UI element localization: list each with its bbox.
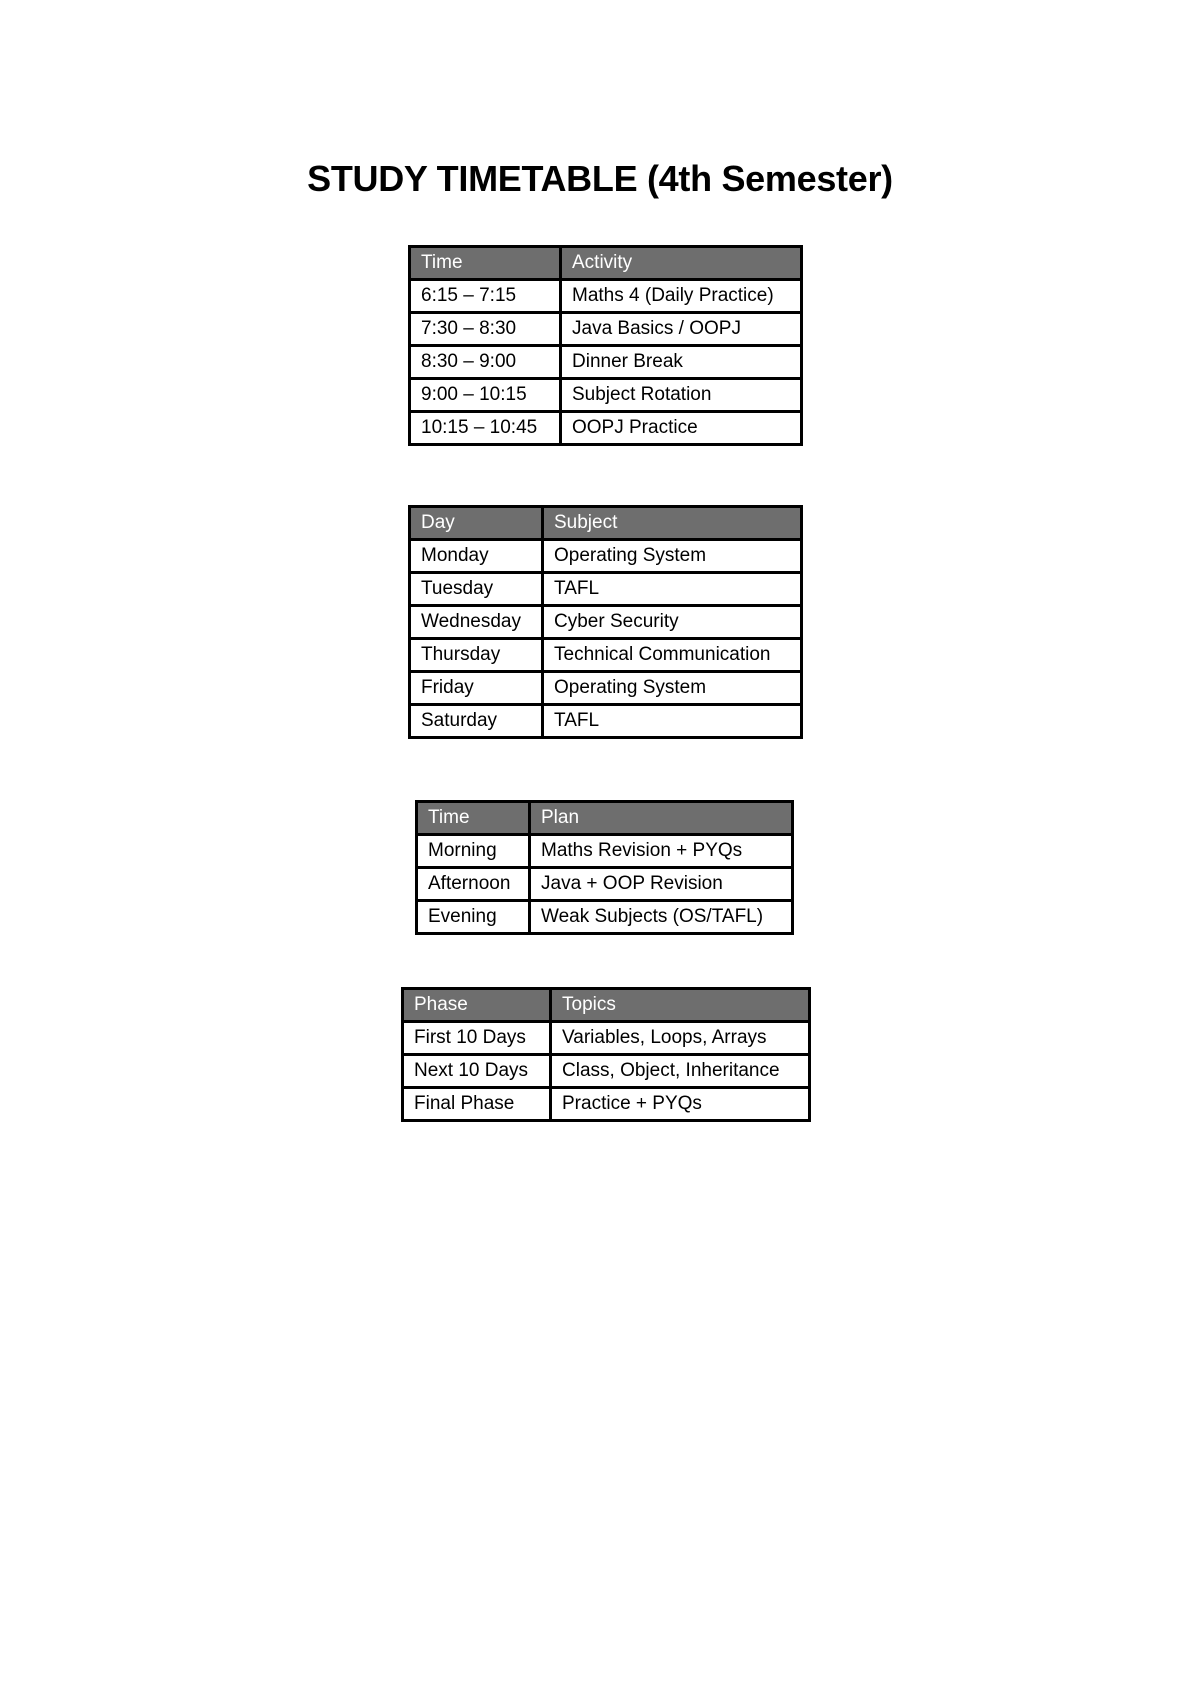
time-cell: 9:00 – 10:15 bbox=[410, 379, 561, 412]
time-cell: Evening bbox=[417, 901, 530, 934]
daily-schedule-table bbox=[408, 245, 803, 446]
weekly-rotation-table bbox=[408, 505, 803, 739]
time-cell: 6:15 – 7:15 bbox=[410, 280, 561, 313]
day-cell: Monday bbox=[410, 540, 543, 573]
java-phases-table bbox=[401, 987, 811, 1122]
activity-cell: Java Basics / OOPJ bbox=[561, 313, 802, 346]
table-row bbox=[410, 412, 802, 445]
day-cell: Thursday bbox=[410, 639, 543, 672]
phase-cell: Next 10 Days bbox=[403, 1055, 551, 1088]
table-row bbox=[410, 280, 802, 313]
table-header-row bbox=[410, 507, 802, 540]
table-header-row bbox=[403, 989, 810, 1022]
column-header-time: Time bbox=[410, 247, 561, 280]
time-cell: Morning bbox=[417, 835, 530, 868]
subject-cell: Operating System bbox=[543, 540, 802, 573]
plan-cell: Weak Subjects (OS/TAFL) bbox=[530, 901, 793, 934]
activity-cell: Dinner Break bbox=[561, 346, 802, 379]
day-cell: Tuesday bbox=[410, 573, 543, 606]
time-cell: 10:15 – 10:45 bbox=[410, 412, 561, 445]
table-header-row bbox=[417, 802, 793, 835]
day-plan-table bbox=[415, 800, 794, 935]
plan-cell: Java + OOP Revision bbox=[530, 868, 793, 901]
table-row bbox=[403, 1022, 810, 1055]
activity-cell: Subject Rotation bbox=[561, 379, 802, 412]
table-row bbox=[417, 835, 793, 868]
day-cell: Wednesday bbox=[410, 606, 543, 639]
table-row bbox=[417, 868, 793, 901]
table-row bbox=[410, 313, 802, 346]
table-row bbox=[410, 606, 802, 639]
table-header-row bbox=[410, 247, 802, 280]
activity-cell: Maths 4 (Daily Practice) bbox=[561, 280, 802, 313]
subject-cell: TAFL bbox=[543, 573, 802, 606]
column-header-time: Time bbox=[417, 802, 530, 835]
table-row bbox=[403, 1088, 810, 1121]
time-cell: Afternoon bbox=[417, 868, 530, 901]
column-header-topics: Topics bbox=[551, 989, 810, 1022]
time-cell: 7:30 – 8:30 bbox=[410, 313, 561, 346]
column-header-phase: Phase bbox=[403, 989, 551, 1022]
activity-cell: OOPJ Practice bbox=[561, 412, 802, 445]
day-cell: Friday bbox=[410, 672, 543, 705]
phase-cell: First 10 Days bbox=[403, 1022, 551, 1055]
table-row bbox=[410, 573, 802, 606]
page-title: STUDY TIMETABLE (4th Semester) bbox=[307, 158, 893, 199]
table-row bbox=[403, 1055, 810, 1088]
column-header-subject: Subject bbox=[543, 507, 802, 540]
table-row bbox=[417, 901, 793, 934]
table-row bbox=[410, 540, 802, 573]
topics-cell: Class, Object, Inheritance bbox=[551, 1055, 810, 1088]
table-row bbox=[410, 672, 802, 705]
subject-cell: Cyber Security bbox=[543, 606, 802, 639]
topics-cell: Practice + PYQs bbox=[551, 1088, 810, 1121]
phase-cell: Final Phase bbox=[403, 1088, 551, 1121]
subject-cell: Technical Communication bbox=[543, 639, 802, 672]
plan-cell: Maths Revision + PYQs bbox=[530, 835, 793, 868]
time-cell: 8:30 – 9:00 bbox=[410, 346, 561, 379]
table-row bbox=[410, 379, 802, 412]
column-header-activity: Activity bbox=[561, 247, 802, 280]
table-row bbox=[410, 705, 802, 738]
day-cell: Saturday bbox=[410, 705, 543, 738]
table-row bbox=[410, 346, 802, 379]
table-row bbox=[410, 639, 802, 672]
column-header-day: Day bbox=[410, 507, 543, 540]
column-header-plan: Plan bbox=[530, 802, 793, 835]
subject-cell: Operating System bbox=[543, 672, 802, 705]
topics-cell: Variables, Loops, Arrays bbox=[551, 1022, 810, 1055]
subject-cell: TAFL bbox=[543, 705, 802, 738]
